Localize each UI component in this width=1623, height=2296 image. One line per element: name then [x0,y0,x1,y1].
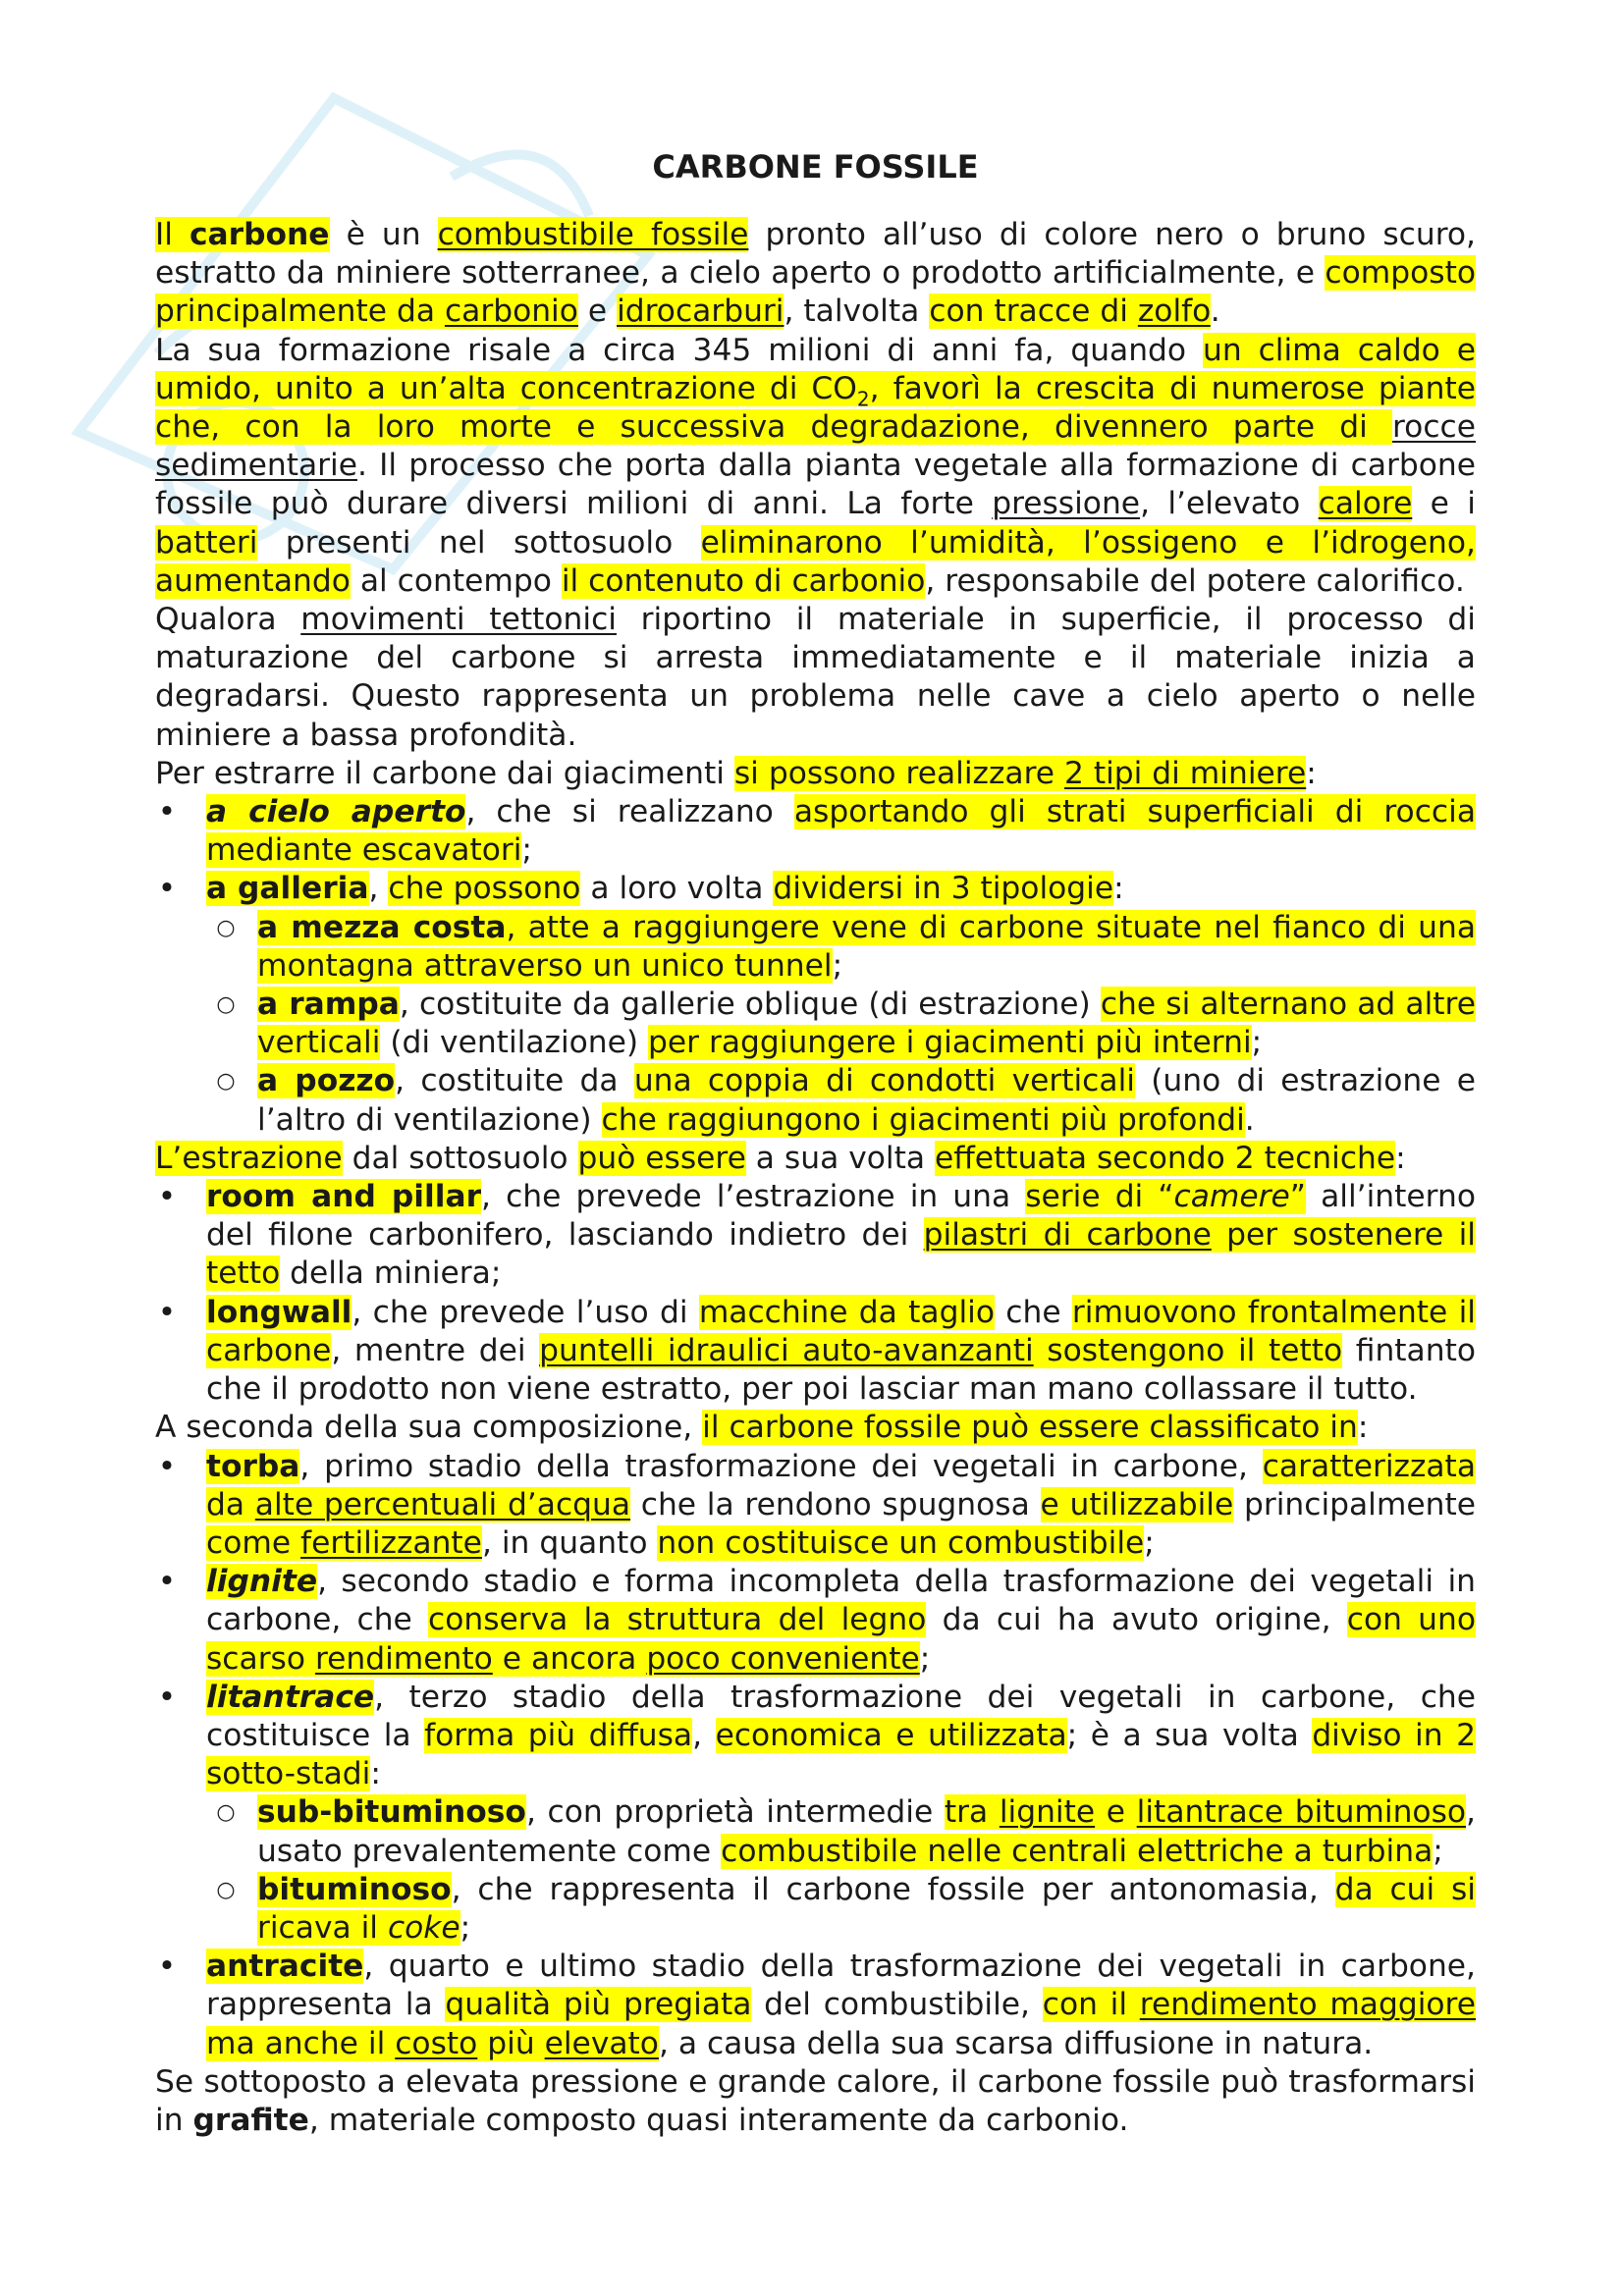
highlight: sub-bituminoso [257,1794,526,1831]
paragraph-graphite: Se sottoposto a elevata pressione e grande calore, il carbone fossile può trasformarsi in grafite, materiale composto quasi interamente da carbonio. [155,2063,1476,2138]
list-item: ○ a pozzo, costituite da una coppia di condotti verticali (uno di estrazione e l’altro di ventilazione) che raggiungono i giacimenti più profondi. [206,1062,1476,1139]
highlight: eliminarono l’umidità, l’ossigeno e l’idrogeno, aumentando [155,524,1476,599]
highlight [438,217,749,252]
mine-types-list [155,793,1476,1140]
list-item: ○ sub-bituminoso, con proprietà intermedie tra lignite e litantrace bituminoso, usato prevalentemente come combustibile nelle centrali elettriche a turbina; [206,1793,1476,1870]
highlight: da cui si ricava il coke [257,1871,1476,1946]
highlight: Il carbone [155,217,330,252]
highlight: e utilizzabile [1040,1486,1234,1522]
highlight: non costituisce un combustibile [657,1524,1145,1561]
highlight: come fertilizzante [206,1524,482,1561]
highlight: lignite [206,1564,318,1600]
list-item: • lignite, secondo stadio e forma incompleta della trasformazione dei vegetali in carbone, che conserva la struttura del legno da cui ha avuto origine, con uno scarso rendimento e ancora poco conveniente; [155,1563,1476,1679]
highlight: per raggiungere i giacimenti più interni [648,1025,1252,1061]
highlight: a pozzo [257,1063,396,1099]
list-item: ○ a rampa, costituite da gallerie oblique (di estrazione) che si alternano ad altre verticali (di ventilazione) per raggiungere i giacimenti più interni; [206,986,1476,1062]
highlight: effettuata secondo 2 tecniche [934,1140,1396,1176]
list-item: • antracite, quarto e ultimo stadio della trasformazione dei vegetali in carbone, rappresenta la qualità più pregiata del combustibile, con il rendimento maggiore ma anche il costo più elevato, a causa della sua scarsa diffusione in natura. [155,1948,1476,2063]
list-item: ○ bituminoso, che rappresenta il carbone fossile per antonomasia, da cui si ricava il coke; [206,1871,1476,1948]
underline: idrocarburi [617,294,784,330]
highlight: pilastri di carbone per sostenere il tetto [206,1217,1477,1292]
list-item: • a cielo aperto, che si realizzano asportando gli strati superficiali di roccia mediante escavatori; [155,793,1476,870]
underline: alte percentuali d’acqua [254,1486,631,1522]
underline: fertilizzante [300,1524,482,1561]
highlight: bituminoso [257,1871,452,1907]
underline: calore [1318,486,1413,522]
highlight: caratterizzata da alte percentuali d’acqua [206,1448,1476,1522]
techniques-list [155,1178,1476,1409]
highlight: tra lignite e litantrace bituminoso [944,1794,1467,1831]
list-item: • torba, primo stadio della trasformazione dei vegetali in carbone, caratterizzata da alte percentuali d’acqua che la rendono spugnosa e utilizzabile principalmente come fertilizzante, in quanto non costituisce un combustibile; [155,1448,1476,1564]
highlight: puntelli idraulici auto-avanzanti sostengono il tetto [539,1332,1343,1368]
underline: 2 tipi di miniere [1063,755,1307,791]
underline: coke [387,1909,460,1946]
underline: costo [395,2025,478,2061]
highlight: rimuovono frontalmente il carbone [206,1294,1476,1368]
highlight: con il rendimento maggiore ma anche il costo più elevato [206,1987,1476,2061]
highlight: può essere [577,1140,746,1176]
underline: rocce sedimentarie [155,409,1476,484]
underline: poco conveniente [646,1640,920,1677]
paragraph-classification-intro: A seconda della sua composizione, il carbone fossile può essere classificato in: [155,1410,1369,1446]
highlight: forma più diffusa [424,1717,693,1753]
highlight: che raggiungono i giacimenti più profondi [601,1101,1245,1138]
underline: litantrace bituminoso [1136,1794,1467,1831]
list-item: • longwall, che prevede l’uso di macchine da taglio che rimuovono frontalmente il carbone, mentre dei puntelli idraulici auto-avanzanti sostengono il tetto fintanto che il prodotto non viene estratto, per poi lasciar man mano collassare il tutto. [155,1294,1476,1410]
litantrace-subtypes-list [206,1793,1476,1948]
highlight: composto principalmente da carbonio [155,255,1476,330]
highlight: a galleria [206,871,369,907]
underline: pilastri di carbone [923,1217,1212,1254]
highlight [1319,486,1413,521]
paragraph-definition: Il carbone è un combustibile fossile pronto all’uso di colore nero o bruno scuro, estratto da miniere sotterranee, a cielo aperto o prodotto artificialmente, e composto principalmente da carbonio e idrocarburi, talvolta con tracce di zolfo. [155,217,1477,330]
paragraph-mines-intro: Per estrarre il carbone dai giacimenti si possono realizzare 2 tipi di miniere: [155,755,1317,791]
highlight: antracite [206,1949,364,1985]
paragraph-formation: La sua formazione risale a circa 345 milioni di anni fa, quando un clima caldo e umido, unito a un’alta concentrazione di $CO_2$, favorì la crescita di numerose piante che, con la loro morte e successiva degradazione, divennero parte di rocce sedimentarie. Il processo che porta dalla pianta vegetale alla formazione di carbone fossile può durare diversi milioni di anni. La forte pressione, l’elevato calore e i batteri presenti nel sottosuolo eliminarono l’umidità, l’ossigeno e l’idrogeno, aumentando al contempo il contenuto di carbonio, responsabile del potere calorifico. [155,332,1476,599]
highlight: serie di “camere” [1025,1179,1307,1215]
underline: lignite [999,1794,1096,1831]
underline: pressione [992,486,1141,522]
underline: rendimento maggiore [1139,1987,1476,2023]
list-item: • litantrace, terzo stadio della trasformazione dei vegetali in carbone, che costituisce la forma più diffusa, economica e utilizzata; è a sua volta diviso in 2 sotto-stadi: ○ sub-bituminoso, con proprietà intermedie tra lignite e litantrace bituminoso, usato prevalentemente come combustibile nelle centrali elettriche a turbina; ○ bituminoso, che rappresenta il carbone fossile per antonomasia, da cui si ricava il coke; [155,1679,1476,1948]
highlight: qualità più pregiata [445,1987,752,2023]
highlight: macchine da taglio [698,1294,995,1330]
highlight: che possono [388,871,581,907]
highlight: a cielo aperto [206,794,466,830]
document-title: CARBONE FOSSILE [652,148,979,186]
list-item: • a galleria, che possono a loro volta dividersi in 3 tipologie: ○ a mezza costa, atte a raggiungere vene di carbone situate nel fianco di una montagna attraverso un unico tunnel; ○ a rampa, costituite da gallerie oblique (di estrazione) che si alternano ad altre verticali (di ventilazione) per raggiungere i giacimenti più interni; ○ a pozzo, costituite da una coppia di condotti verticali (uno di estrazione e l’altro di ventilazione) che raggiungono i giacimenti più profondi. [155,870,1476,1139]
highlight: che si alternano ad altre verticali [257,987,1476,1061]
highlight: il contenuto di carbonio [561,562,926,599]
underline: zolfo [1137,294,1211,330]
document-page [155,147,1476,2140]
highlight: a mezza costa, atte a raggiungere vene di carbone situate nel fianco di una montagna attraverso un unico tunnel [257,909,1476,984]
highlight [617,294,784,329]
highlight: asportando gli strati superficiali di roccia mediante escavatori [206,794,1476,869]
highlight: room and pillar [206,1179,482,1215]
highlight: L’estrazione [155,1140,343,1176]
underline: elevato [544,2025,659,2061]
highlight: un clima caldo e umido, unito a un’alta concentrazione di $CO_2$, favorì la crescita di numerose piante che, con la loro morte e successiva degradazione, divennero parte di [155,332,1476,446]
highlight: con tracce di zolfo [929,294,1211,330]
highlight: economica e utilizzata [715,1717,1067,1753]
paragraph-extraction-intro: L’estrazione dal sottosuolo può essere a sua volta effettuata secondo 2 tecniche: [155,1140,1406,1176]
underline: movimenti tettonici [300,602,617,638]
highlight: dividersi in 3 tipologie [773,871,1114,907]
highlight: si possono realizzare 2 tipi di miniere [733,755,1307,791]
highlight: una coppia di condotti verticali [633,1063,1135,1099]
paragraph-tectonics: Qualora movimenti tettonici riportino il materiale in superficie, il processo di maturazione del carbone si arresta immediatamente e il materiale inizia a degradarsi. Questo rappresenta un problema nelle cave a cielo aperto o nelle miniere a bassa profondità. [155,602,1476,753]
list-item: • room and pillar, che prevede l’estrazione in una serie di “camere” all’interno del filone carbonifero, lasciando indietro dei pilastri di carbone per sostenere il tetto della miniera; [155,1178,1476,1294]
highlight: torba [206,1448,300,1484]
highlight: longwall [206,1294,352,1330]
underline: puntelli idraulici auto-avanzanti [539,1332,1034,1368]
list-item: ○ a mezza costa, atte a raggiungere vene di carbone situate nel fianco di una montagna attraverso un unico tunnel; [206,909,1476,986]
coal-types-list [155,1448,1476,2063]
highlight: a rampa [257,987,400,1023]
highlight: litantrace [206,1679,375,1715]
highlight: conserva la struttura del legno [428,1602,927,1638]
highlight: diviso in 2 sotto-stadi [206,1717,1476,1792]
highlight: il carbone fossile può essere classificato in [702,1410,1358,1446]
highlight: batteri [155,524,258,561]
highlight: con uno scarso rendimento e ancora poco conveniente [206,1602,1476,1677]
underline: carbonio [444,294,578,330]
tunnel-subtypes-list [206,909,1476,1140]
underline: rendimento [314,1640,493,1677]
underline: combustibile fossile [437,217,749,252]
highlight: combustibile nelle centrali elettriche a turbina [721,1833,1434,1869]
